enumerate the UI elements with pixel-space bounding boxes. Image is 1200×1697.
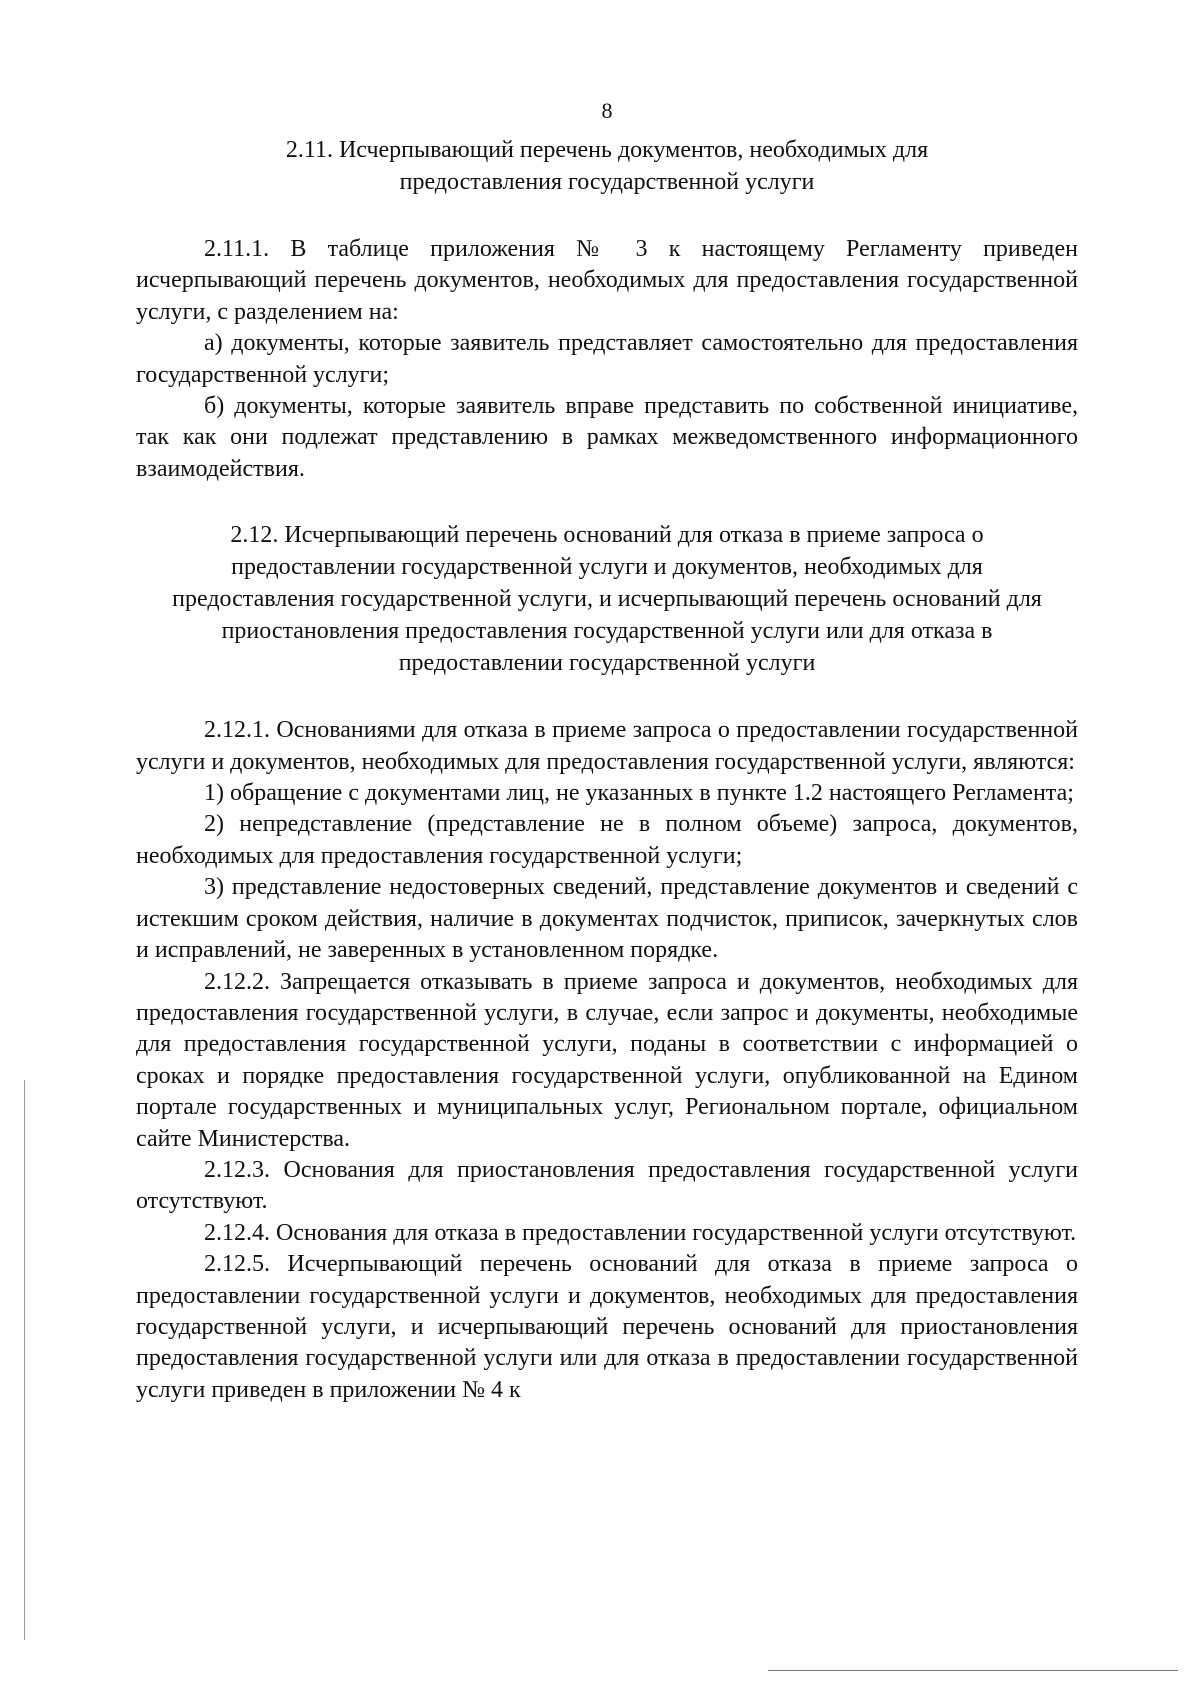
paragraph-2-11-1-a: а) документы, которые заявитель представляет самостоятельно для предоставления государственной услуги; (136, 330, 1078, 388)
section-title-2-12: 2.12. Исчерпывающий перечень оснований для отказа в приеме запроса о предоставлении государственной услуги и документов, необходимых для предоставления государственной услуги, и исчерпывающий перечень оснований для приостановления предоставления государственной услуги или для отказа в предоставлении государственной услуги (172, 522, 1042, 677)
page-content (136, 96, 1078, 1406)
scan-edge-line (24, 1080, 25, 1640)
footer-rule (768, 1670, 1178, 1671)
page-number: 8 (601, 98, 613, 123)
paragraph-2-12-3: 2.12.3. Основания для приостановления предоставления государственной услуги отсутствуют. (136, 1156, 1078, 1215)
paragraph-2-11-1-b: б) документы, которые заявитель вправе представить по собственной инициативе, так как они подлежат представлению в рамках межведомственного информационного взаимодействия. (136, 393, 1078, 482)
paragraph-2-12-2: 2.12.2. Запрещается отказывать в приеме запроса и документов, необходимых для предоставления государственной услуги, в случае, если запрос и документы, необходимые для предоставления государственной услуги, поданы в соответствии с информацией о сроках и порядке предоставления государственной услуги, опубликованной на Едином портале государственных и муниципальных услуг, Региональном портале, официальном сайте Министерства. (136, 968, 1078, 1152)
paragraph-2-12-4: 2.12.4. Основания для отказа в предоставлении государственной услуги отсутствуют. (204, 1219, 1077, 1246)
paragraph-2-12-1-item-2: 2) непредставление (представление не в полном объеме) запроса, документов, необходимых для предоставления государственной услуги; (136, 811, 1078, 869)
paragraph-2-12-1-item-1: 1) обращение с документами лиц, не указанных в пункте 1.2 настоящего Регламента; (204, 780, 1074, 807)
paragraph-2-12-5: 2.12.5. Исчерпывающий перечень оснований для отказа в приеме запроса о предоставлении государственной услуги и документов, необходимых для предоставления государственной услуги, и исчерпывающий перечень оснований для приостановления предоставления государственной услуги или для отказа в предоставлении государственной услуги приведен в приложении № 4 к (136, 1251, 1078, 1403)
paragraph-2-12-1-item-3: 3) представление недостоверных сведений, представление документов и сведений с истекшим сроком действия, наличие в документах подчисток, приписок, зачеркнутых слов и исправлений, не заверенных в установленном порядке. (136, 874, 1078, 964)
paragraph-2-12-1: 2.12.1. Основаниями для отказа в приеме запроса о предоставлении государственной услуги и документов, необходимых для предоставления государственной услуги, являются: (136, 717, 1078, 775)
paragraph-2-11-1: 2.11.1. В таблице приложения № 3 к настоящему Регламенту приведен исчерпывающий перечень документов, необходимых для предоставления государственной услуги, с разделением на: (136, 236, 1078, 325)
section-title-2-11: 2.11. Исчерпывающий перечень документов, необходимых для предоставления государственной услуги (285, 137, 929, 195)
